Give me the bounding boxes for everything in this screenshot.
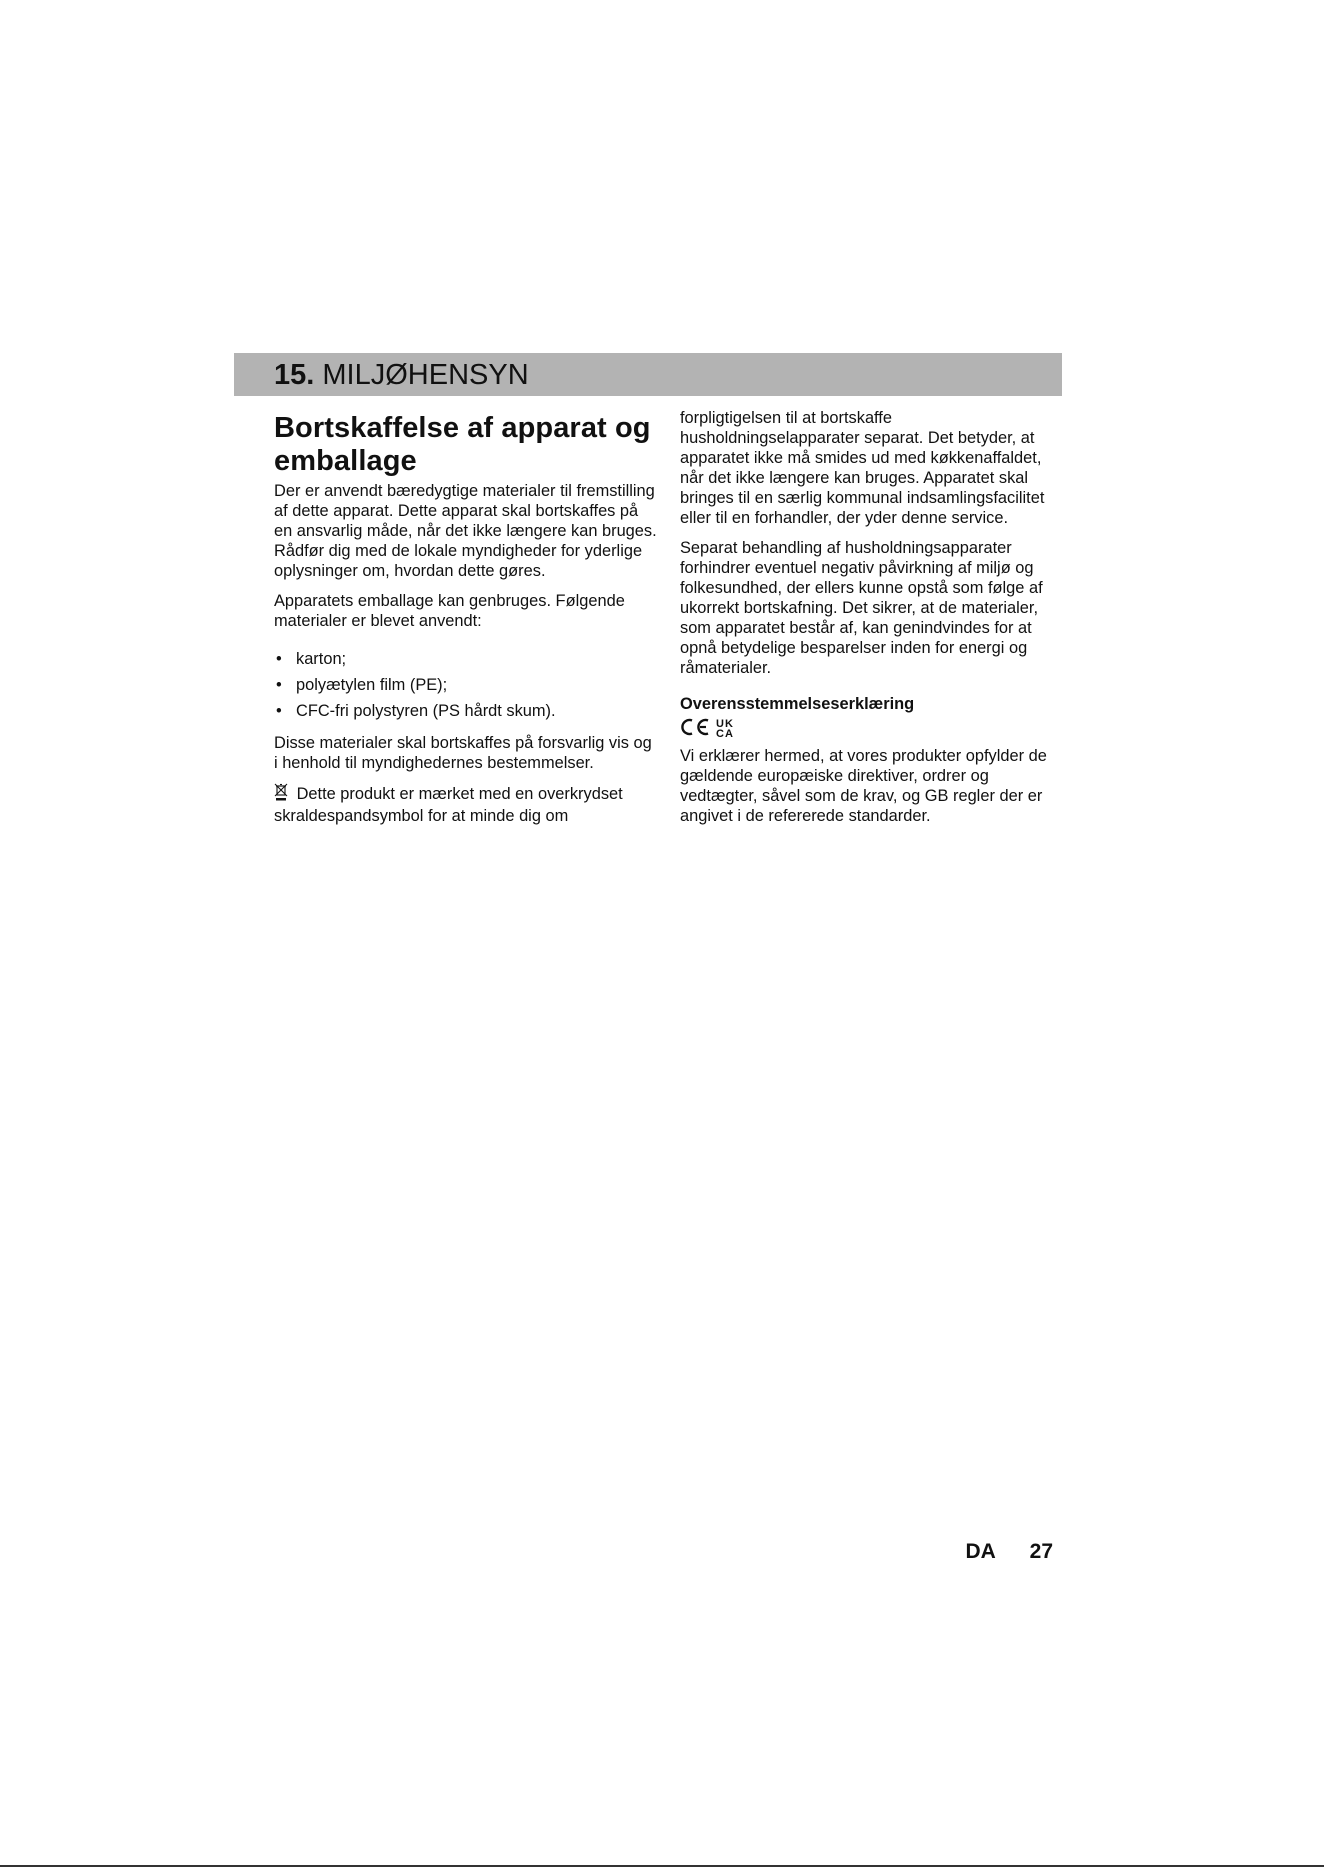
list-item-text: CFC-fri polystyren (PS hårdt skum). — [296, 702, 556, 720]
list-item — [274, 675, 658, 695]
separate-disposal-paragraph: forpligtigelsen til at bortskaffe husholdningselapparater separat. Det betyder, at apparatet ikke må smides ud med køkkenaffaldet, når det ikke længere kan bruges. Apparatet skal bringes til en særlig kommunal indsamlingsfacilitet eller til en forhandler, der yder denne service. — [680, 409, 1045, 527]
right-column — [680, 408, 1062, 836]
section-title-text: MILJØHENSYN — [322, 359, 529, 391]
weee-paragraph — [274, 783, 658, 826]
left-column — [274, 408, 658, 836]
section-title — [274, 357, 529, 393]
weee-paragraph-text: Dette produkt er mærket med en overkrydset skraldespandsymbol for at minde dig om — [274, 785, 623, 825]
ukca-top-text: UK — [716, 718, 734, 730]
ukca-mark-icon — [716, 719, 734, 739]
ukca-bottom-text: CA — [716, 728, 734, 740]
list-item-text: karton; — [296, 650, 347, 668]
language-code: DA — [965, 1540, 996, 1563]
list-item — [274, 701, 658, 721]
section-number: 15. — [274, 359, 315, 391]
ce-mark-icon — [680, 717, 712, 742]
certification-marks — [680, 718, 1062, 740]
bottom-divider — [0, 1865, 1324, 1867]
page-footer — [965, 1540, 1053, 1564]
materials-list — [274, 649, 658, 721]
bullet-icon: • — [276, 702, 282, 720]
bullet-icon: • — [276, 650, 282, 668]
sustainable-materials-paragraph: Der er anvendt bæredygtige materialer til fremstilling af dette apparat. Dette apparat skal bortskaffes på en ansvarlig måde, når det ikke længere kan bruges. Rådfør dig med de lokale myndigheder for yderlige oplysninger om, hvordan dette gøres. — [274, 482, 657, 580]
page-number: 27 — [1029, 1540, 1053, 1563]
declaration-paragraph: Vi erklærer hermed, at vores produkter opfylder de gældende europæiske direktiver, ordrer og vedtægter, såvel som de krav, og GB regler der er angivet i de refererede standarder. — [680, 747, 1047, 825]
regulations-paragraph: Disse materialer skal bortskaffes på forsvarlig vis og i henhold til myndighedernes bestemmelser. — [274, 734, 652, 772]
list-item-text: polyætylen film (PE); — [296, 676, 448, 694]
crossed-out-wheelie-bin-icon — [274, 783, 288, 806]
packaging-paragraph: Apparatets emballage kan genbruges. Følgende materialer er blevet anvendt: — [274, 592, 625, 630]
list-item — [274, 649, 658, 669]
bullet-icon: • — [276, 676, 282, 694]
separate-treatment-paragraph: Separat behandling af husholdningsapparater forhindrer eventuel negativ påvirkning af miljø og folkesundhed, der ellers kunne opstå som følge af ukorrekt bortskafning. Det sikrer, at de materialer, som apparatet består af, kan genindvindes for at opnå betydelige besparelser inden for energi og råmaterialer. — [680, 539, 1043, 677]
conformity-heading: Overensstemmelseserklæring — [680, 695, 915, 713]
section-header-bar — [234, 353, 1062, 396]
disposal-heading: Bortskaffelse af apparat og emballage — [274, 412, 651, 477]
